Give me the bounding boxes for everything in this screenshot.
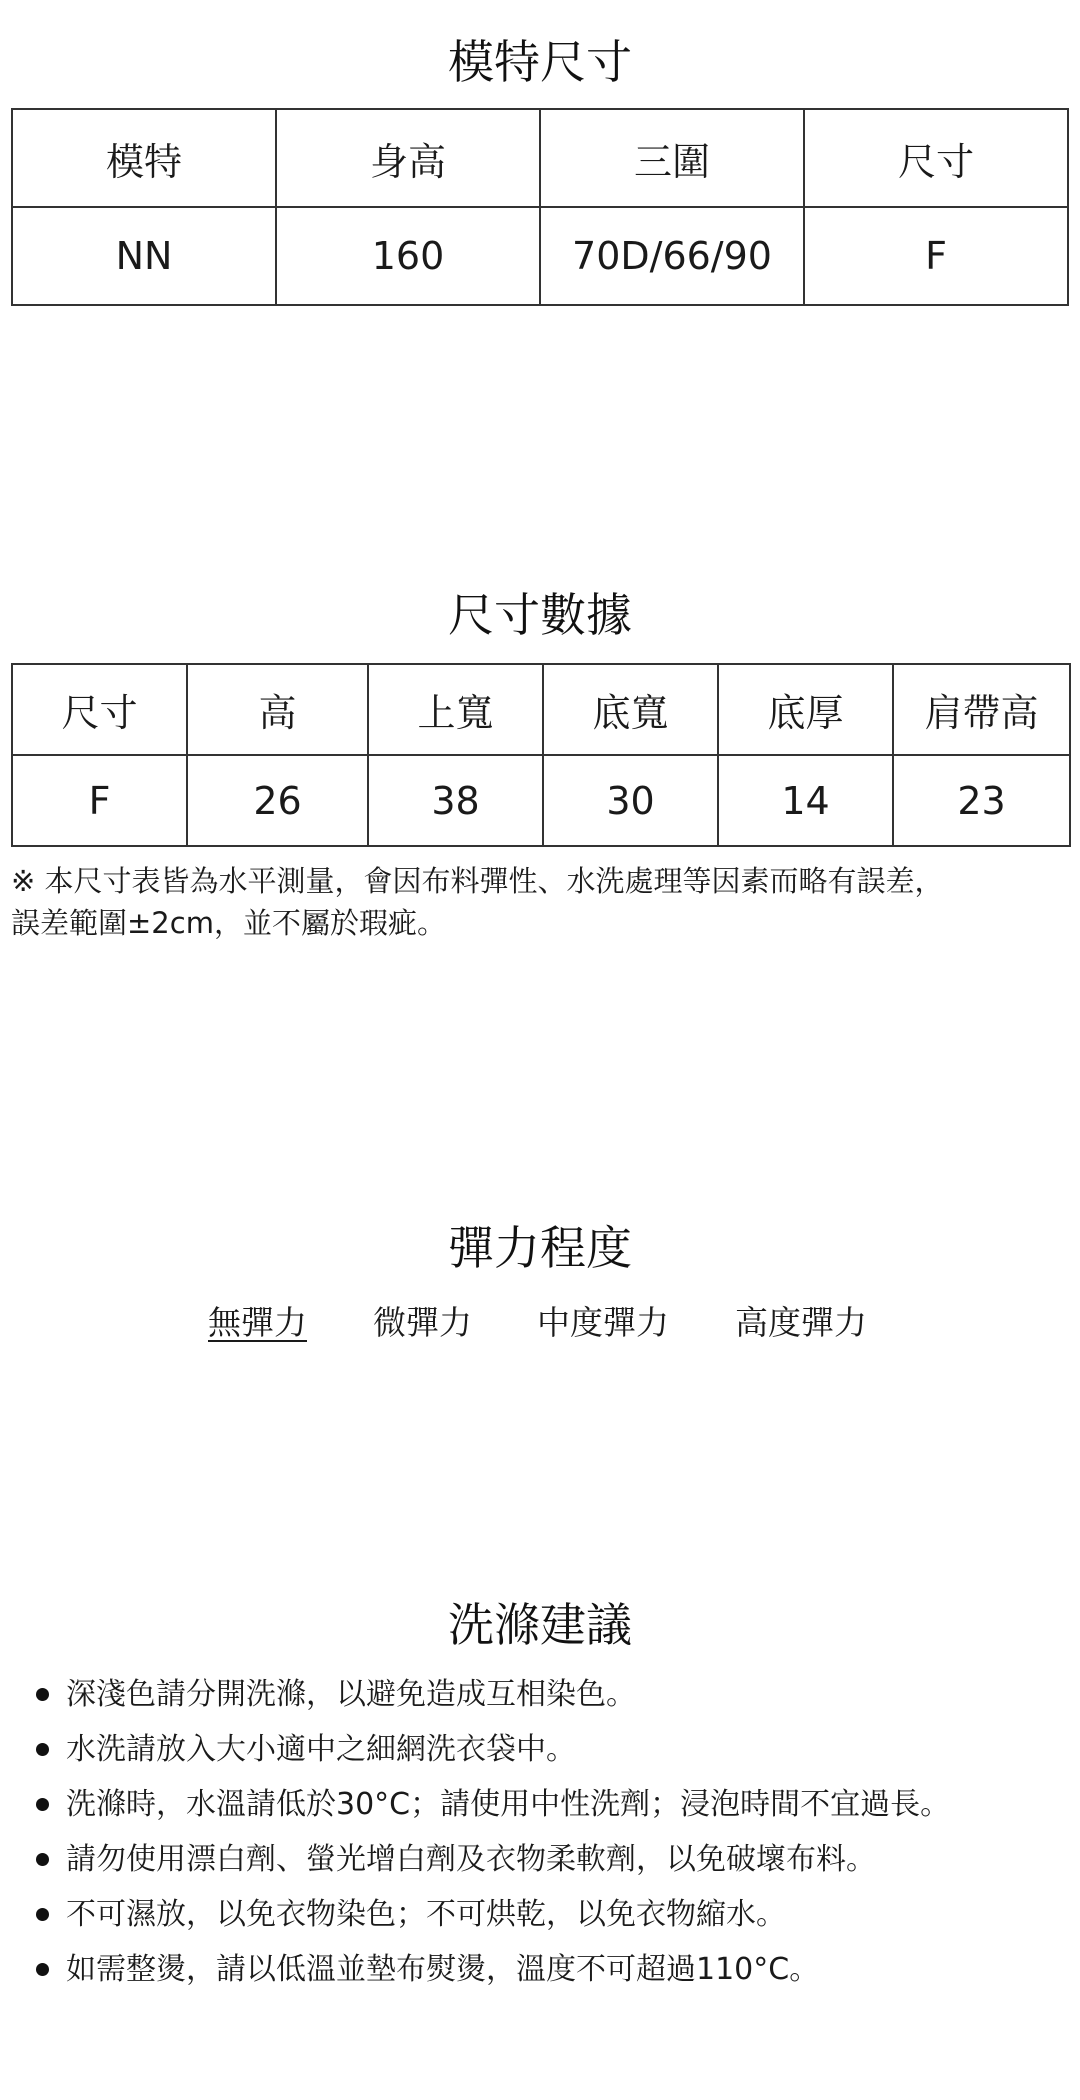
bullet-icon [36, 1853, 49, 1866]
care-item-text: 請勿使用漂白劑、螢光增白劑及衣物柔軟劑，以免破壞布料。 [66, 1842, 876, 1877]
table-cell: F [804, 207, 1068, 305]
table-row [12, 755, 1070, 846]
care-item-text: 深淺色請分開洗滌，以避免造成互相染色。 [66, 1677, 636, 1712]
header-cell: 模特 [12, 109, 276, 207]
table-cell: 160 [276, 207, 540, 305]
table-cell: 70D/66/90 [540, 207, 804, 305]
list-item [32, 1942, 1080, 1997]
table-header-row [12, 664, 1070, 755]
size-data-table [11, 663, 1071, 847]
care-item-text: 洗滌時，水溫請低於30°C；請使用中性洗劑；浸泡時間不宜過長。 [66, 1787, 951, 1822]
header-cell: 肩帶高 [893, 664, 1070, 755]
list-item [32, 1777, 1080, 1832]
care-title: 洗滌建議 [448, 1598, 632, 1652]
table-cell: 14 [718, 755, 893, 846]
table-cell: 23 [893, 755, 1070, 846]
elasticity-option-high: 高度彈力 [735, 1303, 867, 1342]
care-item-text: 不可濕放，以免衣物染色；不可烘乾，以免衣物縮水。 [66, 1897, 786, 1932]
note-line: 誤差範圍±2cm，並不屬於瑕疵。 [11, 906, 446, 940]
header-cell: 身高 [276, 109, 540, 207]
table-cell: F [12, 755, 187, 846]
elasticity-option-none: 無彈力 [208, 1303, 307, 1342]
list-item [32, 1667, 1080, 1722]
bullet-icon [36, 1963, 49, 1976]
header-cell: 高 [187, 664, 368, 755]
header-cell: 尺寸 [804, 109, 1068, 207]
elasticity-title: 彈力程度 [448, 1221, 632, 1275]
measurement-note [11, 860, 1071, 944]
bullet-icon [36, 1743, 49, 1756]
table-header-row [12, 109, 1068, 207]
header-cell: 三圍 [540, 109, 804, 207]
care-list [32, 1667, 1080, 1997]
note-line: ※ 本尺寸表皆為水平測量，會因布料彈性、水洗處理等因素而略有誤差， [11, 864, 944, 898]
model-size-table [11, 108, 1069, 306]
header-cell: 底厚 [718, 664, 893, 755]
model-size-title: 模特尺寸 [448, 35, 632, 89]
care-item-text: 如需整燙，請以低溫並墊布熨燙，溫度不可超過110°C。 [66, 1952, 820, 1987]
table-cell: 30 [543, 755, 718, 846]
elasticity-option-medium: 中度彈力 [537, 1303, 669, 1342]
list-item [32, 1722, 1080, 1777]
size-data-title: 尺寸數據 [448, 588, 632, 642]
table-row [12, 207, 1068, 305]
table-cell: NN [12, 207, 276, 305]
bullet-icon [36, 1908, 49, 1921]
header-cell: 底寬 [543, 664, 718, 755]
list-item [32, 1832, 1080, 1887]
elasticity-scale [0, 1298, 1080, 1348]
elasticity-option-slight: 微彈力 [373, 1303, 472, 1342]
header-cell: 尺寸 [12, 664, 187, 755]
table-cell: 26 [187, 755, 368, 846]
header-cell: 上寬 [368, 664, 543, 755]
bullet-icon [36, 1798, 49, 1811]
care-item-text: 水洗請放入大小適中之細網洗衣袋中。 [66, 1732, 576, 1767]
list-item [32, 1887, 1080, 1942]
bullet-icon [36, 1688, 49, 1701]
table-cell: 38 [368, 755, 543, 846]
